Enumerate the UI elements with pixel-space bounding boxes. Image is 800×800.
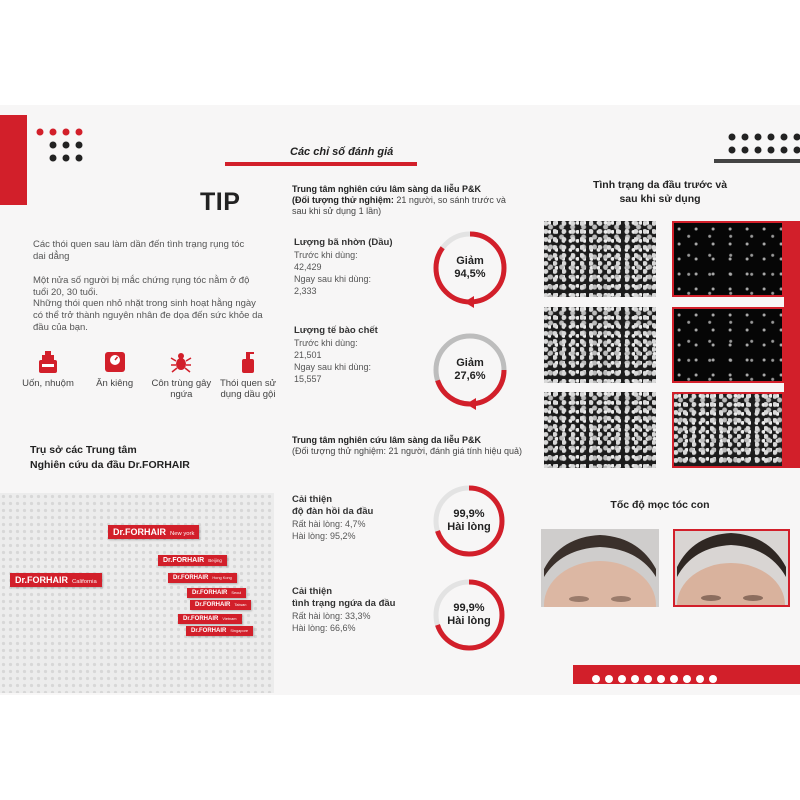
metric-after-value: 15,557 xyxy=(294,374,322,384)
bottom-dot-row xyxy=(592,670,722,688)
header-underline xyxy=(225,162,417,166)
ring-label xyxy=(430,255,510,281)
ring-label-line1: 99,9% xyxy=(453,602,485,614)
left-dot-grid xyxy=(35,127,95,182)
satisfaction-itch xyxy=(292,586,442,634)
location-flag xyxy=(168,573,237,583)
scalp-after-image xyxy=(672,392,784,468)
ring-label-line2: 27,6% xyxy=(454,370,486,382)
habits-row xyxy=(18,350,278,400)
sat-line1: Rất hài lòng: 4,7% xyxy=(292,519,366,529)
scalp-title-line1: Tình trạng da đầu trước và xyxy=(592,179,728,191)
habit-label: Ăn kiêng xyxy=(96,378,134,389)
flag-city: Singapore xyxy=(230,628,249,633)
location-flag xyxy=(186,626,253,636)
study1-title: Trung tâm nghiên cứu lâm sàng da liễu P&K xyxy=(292,184,482,194)
hair-after-photo xyxy=(673,529,790,607)
ring-label-line2: 94,5% xyxy=(454,268,486,280)
ring-label xyxy=(430,602,508,628)
metric-dead-cells xyxy=(294,325,434,385)
habit-item xyxy=(85,350,145,400)
habit-label: Côn trùng gây ngứa xyxy=(151,378,212,400)
flag-brand: Dr.FORHAIR xyxy=(173,575,209,581)
scalp-before-image xyxy=(544,221,656,297)
metric-after-label: Ngay sau khi dùng: xyxy=(294,274,372,284)
ring-label xyxy=(430,357,510,383)
location-flag xyxy=(10,573,102,587)
right-dot-grid xyxy=(727,132,800,169)
flag-brand: Dr.FORHAIR xyxy=(191,628,227,634)
metric-before-value: 42,429 xyxy=(294,262,322,272)
right-accent-bar xyxy=(784,221,800,468)
study1-intro xyxy=(292,184,522,217)
flag-brand: Dr.FORHAIR xyxy=(113,527,167,537)
metric-title: Lượng bã nhờn (Dầu) xyxy=(294,237,393,248)
ring-label-line1: Giảm xyxy=(456,255,484,267)
habit-label: Uốn, nhuộm xyxy=(22,378,74,389)
scalp-before-image xyxy=(544,392,656,468)
ring-arrow-icon xyxy=(464,296,474,308)
habit-item xyxy=(218,350,278,400)
ring-label-line2: Hài lòng xyxy=(447,521,491,533)
metric-sebum xyxy=(294,237,434,297)
location-flag xyxy=(187,588,246,598)
metric-before-value: 21,501 xyxy=(294,350,322,360)
sat-line2: Hài lòng: 66,6% xyxy=(292,623,356,633)
ring-label-line2: Hài lòng xyxy=(447,615,491,627)
habit-label: Thói quen sử dụng dầu gội xyxy=(219,378,276,400)
headquarters-title xyxy=(30,443,190,473)
flag-brand: Dr.FORHAIR xyxy=(15,575,69,585)
tip-paragraph-1: Các thói quen sau làm dần đến tình trạng rụng tóc dai dẳng xyxy=(33,239,245,262)
metric-title: Lượng tế bào chết xyxy=(294,325,378,336)
bug-icon xyxy=(169,350,193,374)
flag-city: California xyxy=(72,579,97,585)
sat-title-line1: Cải thiện xyxy=(292,586,333,597)
hair-dye-icon xyxy=(36,350,60,374)
ring-arrow-icon xyxy=(466,398,476,410)
flag-city: Hong Kong xyxy=(212,575,232,580)
right-top-bar xyxy=(714,159,800,163)
sat-line1: Rất hài lòng: 33,3% xyxy=(292,611,371,621)
ring-label-line1: Giảm xyxy=(456,357,484,369)
headquarters-title-line1: Trụ sở các Trung tâm xyxy=(30,444,137,456)
ring-label-line1: 99,9% xyxy=(453,508,485,520)
flag-city: New york xyxy=(170,531,195,537)
study2-intro xyxy=(292,435,522,457)
left-accent-bar xyxy=(0,115,27,205)
location-flag xyxy=(178,614,242,624)
scale-icon xyxy=(103,350,127,374)
study1-sub-bold: (Đối tượng thử nghiệm: xyxy=(292,195,394,205)
flag-brand: Dr.FORHAIR xyxy=(163,557,205,564)
study2-title: Trung tâm nghiên cứu lâm sàng da liễu P&K xyxy=(292,435,482,445)
metric-after-label: Ngay sau khi dùng: xyxy=(294,362,372,372)
location-flag xyxy=(190,600,251,610)
sat-title-line2: độ đàn hồi da đầu xyxy=(292,506,374,517)
study1-sub-text: 21 người, so sánh trước và sau khi sử dụng 1 lần) xyxy=(292,195,506,216)
scalp-before-image xyxy=(544,307,656,383)
study1-subtitle xyxy=(292,195,522,217)
scalp-title-line2: sau khi sử dụng xyxy=(619,193,701,205)
ring-itch xyxy=(430,576,508,654)
location-flag xyxy=(108,525,199,539)
habit-item xyxy=(151,350,211,400)
flag-brand: Dr.FORHAIR xyxy=(195,602,231,608)
metric-after-value: 2,333 xyxy=(294,286,317,296)
ring-sebum xyxy=(430,228,510,308)
world-map xyxy=(0,493,274,693)
flag-city: Taiwan xyxy=(234,602,247,607)
evaluation-header: Các chỉ số đánh giá xyxy=(290,146,394,158)
ring-elasticity xyxy=(430,482,508,560)
sat-line2: Hài lòng: 95,2% xyxy=(292,531,356,541)
flag-city: Seoul xyxy=(231,590,242,595)
flag-city: Beijing xyxy=(208,558,222,563)
tip-title: TIP xyxy=(200,188,241,216)
scalp-title xyxy=(560,178,760,206)
metric-before-label: Trước khi dùng: xyxy=(294,338,358,348)
study2-subtitle: (Đối tượng thử nghiệm: 21 người, đánh giá tính hiệu quả) xyxy=(292,446,523,456)
flag-brand: Dr.FORHAIR xyxy=(183,616,219,622)
headquarters-title-line2: Nghiên cứu da đầu Dr.FORHAIR xyxy=(30,459,190,471)
tip-paragraph-3: Những thói quen nhỏ nhặt trong sinh hoạt hằng ngày có thể trở thành nguyên nhân đe dọa đến sức khỏe da đầu của bạn. xyxy=(33,298,263,333)
tip-paragraph-2: Một nửa số người bị mắc chứng rụng tóc nằm ở độ tuổi 20, 30 tuổi. xyxy=(33,275,250,298)
metric-before-label: Trước khi dùng: xyxy=(294,250,358,260)
scalp-after-image xyxy=(672,221,784,297)
hair-before-photo xyxy=(541,529,659,607)
habit-item xyxy=(18,350,78,400)
sat-title-line1: Cải thiện xyxy=(292,494,333,505)
flag-city: Vietnam xyxy=(222,616,237,621)
growth-title: Tốc độ mọc tóc con xyxy=(610,499,710,511)
ring-label xyxy=(430,508,508,534)
scalp-after-image xyxy=(672,307,784,383)
flag-brand: Dr.FORHAIR xyxy=(192,590,228,596)
sat-title-line2: tình trạng ngứa da đầu xyxy=(292,598,396,609)
satisfaction-elasticity xyxy=(292,494,432,542)
shampoo-bottle-icon xyxy=(236,350,260,374)
ring-dead-cells xyxy=(430,330,510,410)
location-flag xyxy=(158,555,227,566)
